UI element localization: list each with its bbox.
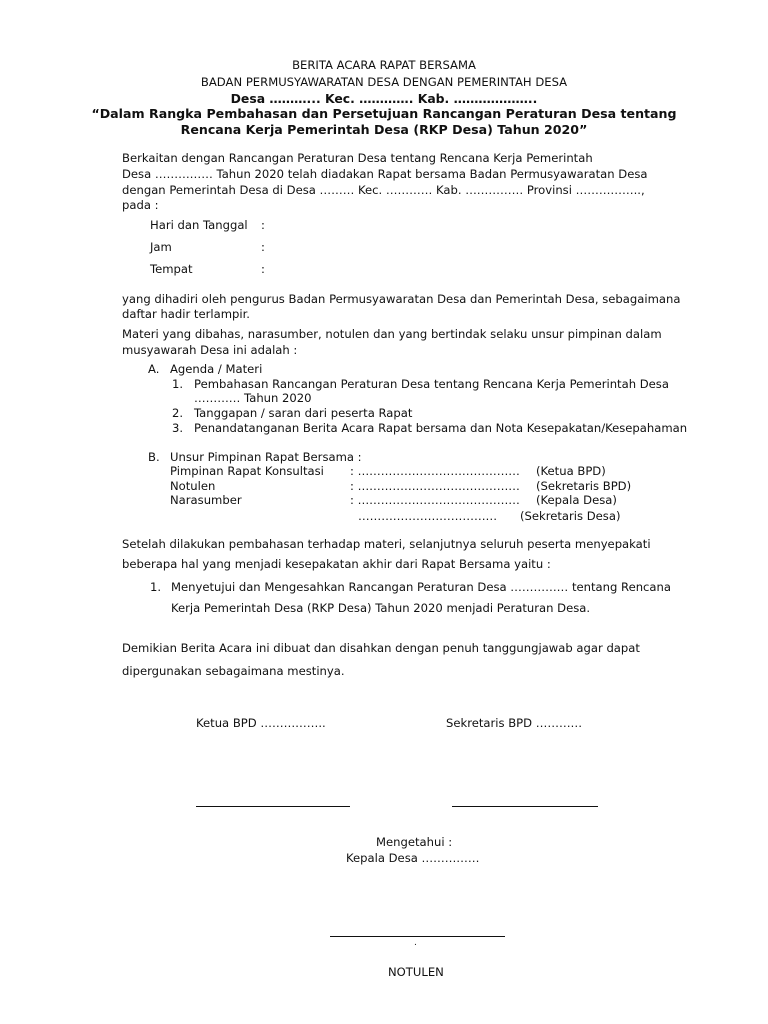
decision-item-line-2: Kerja Pemerintah Desa (RKP Desa) Tahun 2020 menjadi Peraturan Desa. (171, 601, 591, 615)
leader-row-1-label: Pimpinan Rapat Konsultasi (170, 464, 324, 478)
signature-dot: . (414, 938, 417, 948)
intro-line-2: Desa …………… Tahun 2020 telah diadakan Rapat bersama Badan Permusyawaratan Desa (122, 167, 648, 181)
bpd-chair-signature-line (196, 806, 350, 807)
acknowledge-label: Mengetahui : (376, 835, 453, 849)
purpose-line-1: “Dalam Rangka Pembahasan dan Persetujuan Rancangan Peraturan Desa tentang (91, 106, 677, 121)
leader-row-1-dots: : …………………………………… (350, 464, 520, 478)
day-date-colon: : (261, 218, 265, 232)
closing-line-1: Demikian Berita Acara ini dibuat dan disahkan dengan penuh tanggungjawab agar dapat (122, 641, 640, 655)
materials-line-2: musyawarah Desa ini adalah : (122, 343, 298, 357)
agenda-item-2-num: 2. (172, 406, 184, 420)
attendance-line-1: yang dihadiri oleh pengurus Badan Permusyawaratan Desa dan Pemerintah Desa, sebagaimana (122, 292, 681, 306)
doc-title: BERITA ACARA RAPAT BERSAMA (292, 58, 476, 72)
leader-row-4-role: (Sekretaris Desa) (520, 509, 621, 523)
bpd-secretary-label: Sekretaris BPD ………… (446, 716, 583, 730)
day-date-label: Hari dan Tanggal (150, 218, 248, 232)
village-head-signature-line (330, 936, 505, 937)
agenda-item-1-num: 1. (172, 377, 184, 391)
agenda-item-1-line-1: Pembahasan Rancangan Peraturan Desa tentang Rencana Kerja Pemerintah Desa (194, 377, 669, 391)
village-head-label: Kepala Desa …………… (346, 851, 480, 865)
leader-row-2-label: Notulen (170, 479, 216, 493)
agenda-item-2-line-1: Tanggapan / saran dari peserta Rapat (194, 406, 413, 420)
attendance-line-2: daftar hadir terlampir. (122, 307, 250, 321)
leader-row-3-dots: : …………………………………… (350, 493, 520, 507)
closing-line-2: dipergunakan sebagaimana mestinya. (122, 664, 345, 678)
decision-item-num: 1. (150, 580, 162, 594)
notulen-label: NOTULEN (388, 965, 444, 979)
intro-line-3: dengan Pemerintah Desa di Desa ……… Kec. ………… Kab. …………… Provinsi …………….., (122, 183, 645, 197)
doc-subtitle: BADAN PERMUSYAWARATAN DESA DENGAN PEMERINTAH DESA (200, 75, 568, 89)
intro-line-4: pada : (122, 198, 159, 212)
intro-line-1: Berkaitan dengan Rancangan Peraturan Desa tentang Rencana Kerja Pemerintah (122, 151, 593, 165)
leader-row-2-role: (Sekretaris BPD) (536, 479, 632, 493)
leader-row-3-label: Narasumber (170, 493, 242, 507)
agenda-item-1-line-2: ………… Tahun 2020 (194, 391, 312, 405)
location-line: Desa ………... Kec. …………. Kab. ……………….. (230, 91, 538, 106)
conclusion-line-2: beberapa hal yang menjadi kesepakatan akhir dari Rapat Bersama yaitu : (122, 557, 551, 571)
bpd-chair-label: Ketua BPD …………….. (196, 716, 326, 730)
section-a-title: Agenda / Materi (170, 362, 263, 376)
leader-row-4-dots: ……………………………… (358, 509, 498, 523)
decision-item-line-1: Menyetujui dan Mengesahkan Rancangan Peraturan Desa …………… tentang Rencana (171, 580, 671, 594)
place-colon: : (261, 262, 265, 276)
section-b-letter: B. (148, 450, 160, 464)
leader-row-1-role: (Ketua BPD) (536, 464, 606, 478)
leader-row-2-dots: : …………………………………… (350, 479, 520, 493)
time-colon: : (261, 240, 265, 254)
agenda-item-3-num: 3. (172, 421, 184, 435)
section-a-letter: A. (148, 362, 160, 376)
place-label: Tempat (150, 262, 193, 276)
materials-line-1: Materi yang dibahas, narasumber, notulen dan yang bertindak selaku unsur pimpinan dalam (122, 327, 662, 341)
section-b-title: Unsur Pimpinan Rapat Bersama : (170, 450, 362, 464)
conclusion-line-1: Setelah dilakukan pembahasan terhadap materi, selanjutnya seluruh peserta menyepakati (122, 537, 651, 551)
agenda-item-3-line-1: Penandatanganan Berita Acara Rapat bersama dan Nota Kesepakatan/Kesepahaman (194, 421, 688, 435)
purpose-line-2: Rencana Kerja Pemerintah Desa (RKP Desa) Tahun 2020” (180, 122, 588, 137)
leader-row-3-role: (Kepala Desa) (536, 493, 617, 507)
bpd-secretary-signature-line (452, 806, 598, 807)
time-label: Jam (150, 240, 172, 254)
